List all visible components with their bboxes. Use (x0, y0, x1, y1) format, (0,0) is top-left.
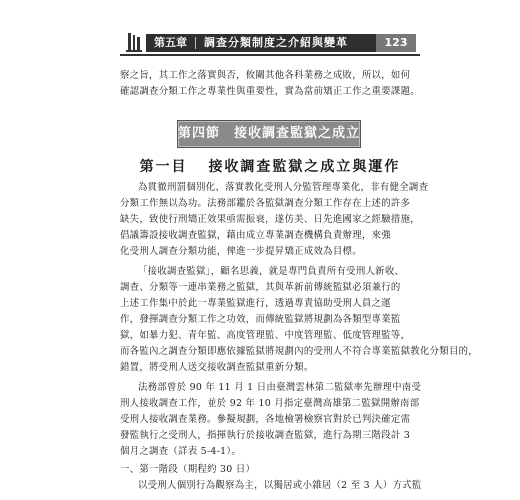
text-line: 為貫徹刑罰個別化、落實教化受刑人分監管理專業化，非有健全調查 (138, 182, 429, 193)
text-line: 發監執行之受刑人，指揮執行於接收調查監獄，進行為期三階段計 3 (120, 430, 411, 441)
text-line: 缺失，致使行刑矯正效果亟需振衰，遂仿美、日先進國家之經驗措施， (120, 214, 420, 225)
text-line: 法務部曾於 90 年 11 月 1 日由臺灣雲林第二監獄率先辦理中南受 (138, 382, 422, 393)
text-line: 倡議籌設接收調查監獄，藉由成立專業調查機構負責辦理，來強 (120, 230, 391, 241)
text-line: 以受刑人個別行為觀察為主，以獨居或小雜居（2 至 3 人）方式監 (138, 480, 422, 491)
text-line: 化受刑人調查分類功能，俾進一步提昇矯正成效為目標。 (120, 246, 362, 257)
text-line: 上述工作集中於此一專業監獄進行，透過專責協助受刑人員之運 (120, 298, 391, 309)
text-line: 刑人接收調查工作，並於 92 年 10 月指定臺灣高雄第二監獄開辦南部 (120, 398, 420, 409)
list-item: 一、第一階段（期程約 30 日） (120, 464, 256, 475)
text-line: 確認調查分類工作之專業性與重要性，實為當前矯正工作之重要課題。 (120, 86, 420, 97)
text-line: 調查、分類等一連串業務之監獄，其與革新前傳統監獄必須兼行的 (120, 282, 401, 293)
subsection-heading (120, 156, 420, 176)
body-paragraph (120, 264, 478, 376)
text-line: 個月之調查（詳表 5-4-1）。 (120, 446, 242, 457)
list-block (120, 462, 420, 494)
subsection-title: 接收調查監獄之成立與運作 (208, 159, 401, 175)
text-line: 作，發揮調查分類工作之功效，而傳統監獄將規劃為各類型專業監 (120, 314, 401, 325)
body-paragraph (120, 180, 429, 260)
text-line: 獄，如暴力犯、青年監、高度管理監、中度管理監、低度管理監等， (120, 330, 411, 341)
book-emblem-icon (126, 31, 142, 53)
chapter-topic: 調查分類制度之介紹與變革 (204, 36, 348, 49)
chapter-label: 第五章 (154, 36, 187, 49)
header-divider (195, 37, 196, 49)
section-heading: 第四節 接收調查監獄之成立 (177, 120, 361, 148)
text-line: 而各監內之調查分類即應依據監獄將規劃內的受刑人不符合專業監獄教化分類目的， (120, 346, 478, 357)
intro-paragraph (120, 68, 420, 100)
page-number: 123 (376, 34, 416, 52)
header-rule (120, 54, 420, 56)
text-line: 察之旨，其工作之落實與否，攸關其他各科業務之成敗，所以，如何 (120, 70, 411, 81)
text-line: 受刑人接收調查業務。參擬規劃，各地檢署檢察官對於已判決確定需 (120, 414, 411, 425)
body-paragraph (120, 380, 420, 460)
text-line: 錯置，將受刑人送交接收調查監獄重新分類。 (120, 362, 314, 373)
text-line: 「接收調查監獄」，顧名思義，就是專門負責所有受刑人新收、 (138, 266, 405, 277)
running-header (146, 34, 416, 52)
subsection-number: 第一目 (139, 159, 188, 175)
text-line: 分類工作無以為功。法務部鑑於各監獄調查分類工作存在上述的許多 (120, 198, 411, 209)
